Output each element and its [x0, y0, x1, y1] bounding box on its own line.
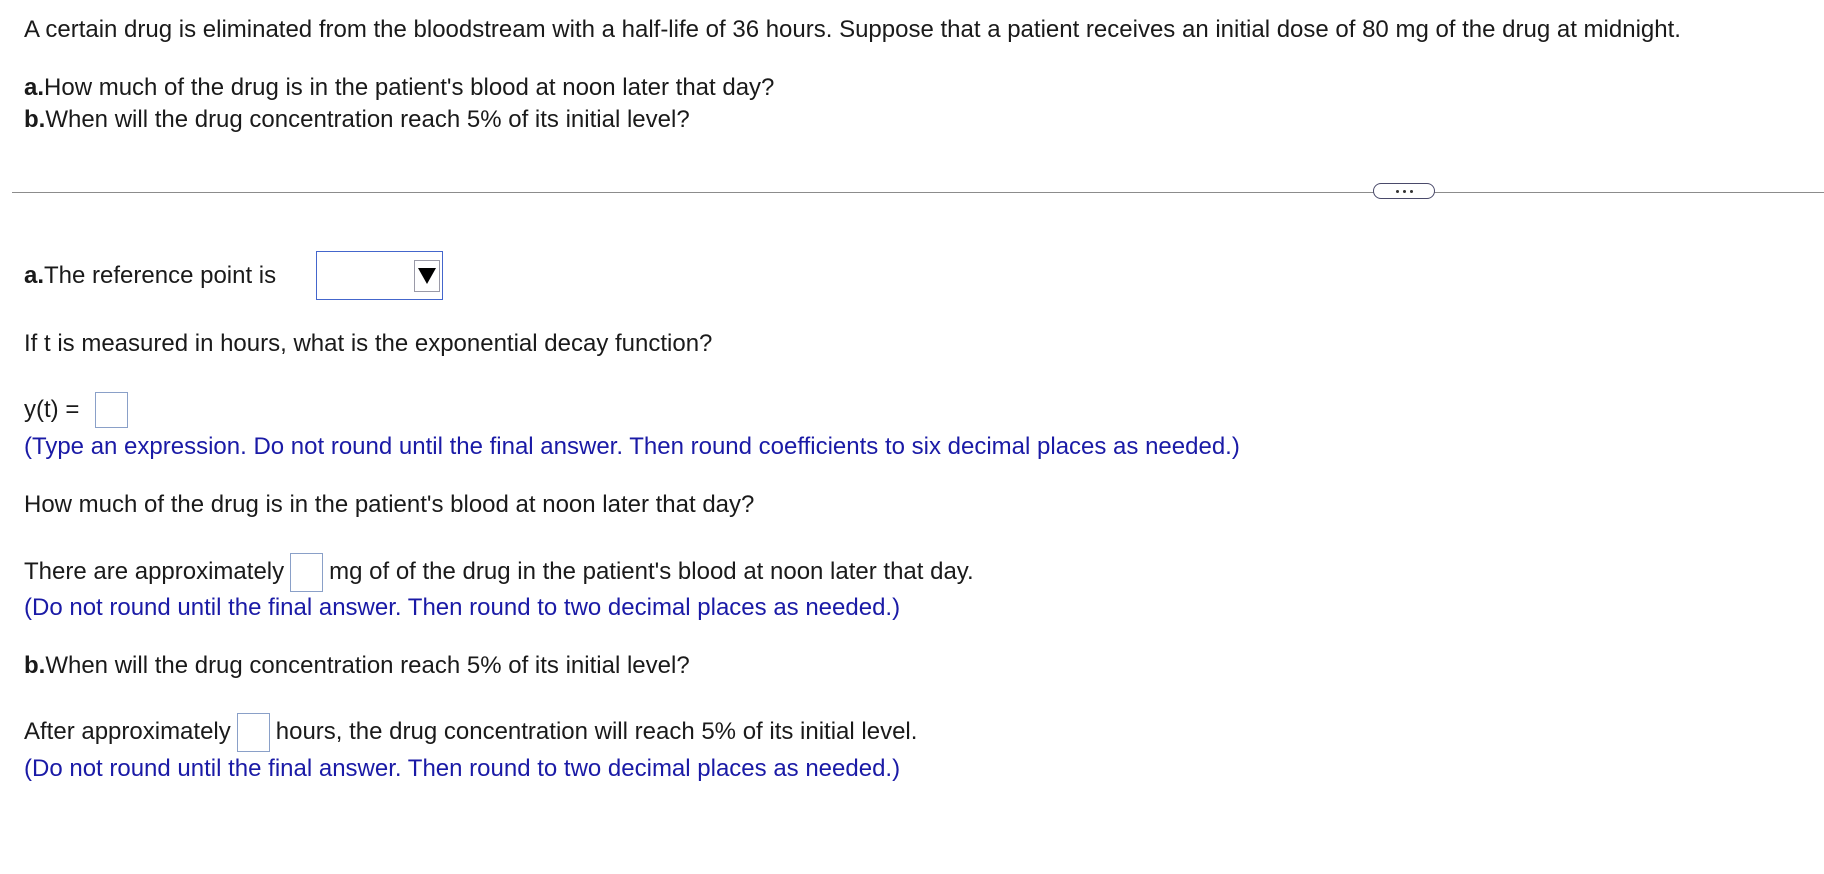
noon-amount-input[interactable] — [290, 553, 323, 592]
noon-hint: (Do not round until the final answer. Then round to two decimal places as needed.) — [24, 594, 901, 621]
answer-a-label: a. — [24, 262, 45, 289]
part-b-label: b. — [24, 106, 46, 133]
decay-function-row — [24, 395, 79, 425]
hours-answer-row: After approximately hours, the drug concentration will reach 5% of its initial level. — [24, 710, 917, 754]
reference-point-row: a. The reference point is — [24, 262, 277, 289]
answer-b-label: b. — [24, 652, 46, 679]
question-part-b: b. When will the drug concentration reach 5% of its initial level? — [24, 106, 690, 133]
dropdown-arrow-button[interactable] — [414, 260, 440, 292]
hours-hint: (Do not round until the final answer. Then round to two decimal places as needed.) — [24, 755, 901, 782]
more-horizontal-icon — [1396, 190, 1399, 193]
reference-point-dropdown[interactable] — [316, 251, 443, 300]
question-part-a: a. How much of the drug is in the patient's blood at noon later that day? — [24, 74, 775, 101]
triangle-down-icon — [418, 268, 436, 284]
problem-statement: A certain drug is eliminated from the bloodstream with a half-life of 36 hours. Suppose that a patient receives an initial dose of 80 mg of the drug at midnight. — [24, 16, 1681, 43]
noon-answer-row: There are approximately mg of of the drug in the patient's blood at noon later that day. — [24, 550, 974, 594]
part-a-label: a. — [24, 74, 45, 101]
noon-question: How much of the drug is in the patient's blood at noon later that day? — [24, 491, 755, 518]
section-divider — [12, 192, 1824, 193]
more-options-button[interactable] — [1373, 183, 1435, 199]
decay-function-input[interactable] — [95, 392, 128, 428]
hours-input[interactable] — [237, 713, 270, 752]
decay-question: If t is measured in hours, what is the exponential decay function? — [24, 330, 713, 357]
decay-function-hint: (Type an expression. Do not round until the final answer. Then round coefficients to six decimal places as needed.) — [24, 433, 1240, 460]
part-b-question: b. When will the drug concentration reach 5% of its initial level? — [24, 652, 690, 679]
y-label: y(t) = — [24, 396, 80, 423]
